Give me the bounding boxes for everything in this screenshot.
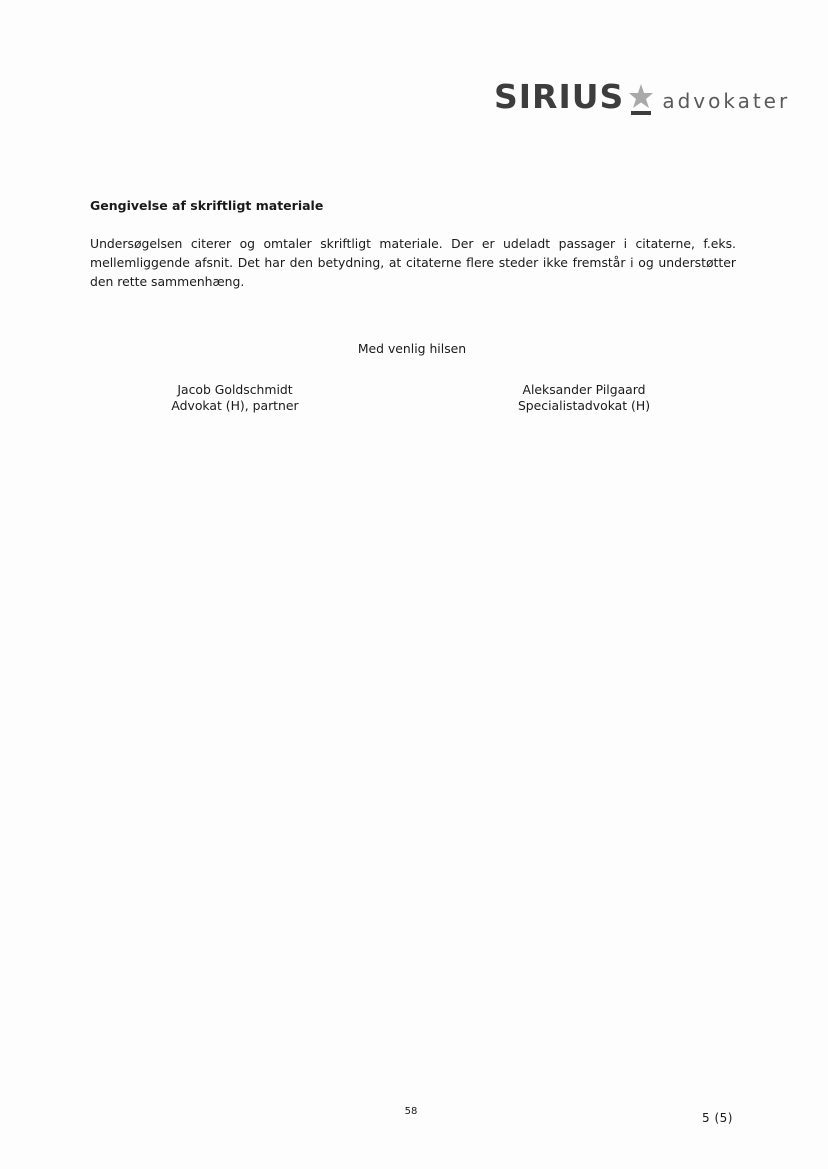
page-number: 58 (404, 1106, 418, 1117)
signatory-title: Specialistadvokat (H) (517, 398, 651, 413)
section-paragraph: Undersøgelsen citerer og omtaler skriftligt materiale. Der er udeladt passager i citaterne, f.eks. mellemliggende afsnit. Det har den betydning, at citaterne flere steder ikke fremstår i og understøtter den rette sammenhæng. (90, 236, 736, 289)
section-heading: Gengivelse af skriftligt materiale (90, 198, 324, 213)
company-logo (494, 78, 790, 116)
closing-line (0, 341, 828, 356)
signatory-name: Aleksander Pilgaard (522, 382, 646, 397)
signatory-name: Jacob Goldschmidt (177, 382, 293, 397)
logo-main-text: SIRIUS (494, 77, 625, 116)
signature-left (135, 382, 335, 414)
logo-sub-text: advokater (662, 89, 791, 113)
page-of-indicator: 5 (5) (702, 1111, 733, 1125)
closing-text: Med venlig hilsen (357, 341, 467, 356)
star-icon (628, 82, 654, 116)
signature-right (484, 382, 684, 414)
signatory-title: Advokat (H), partner (171, 398, 299, 413)
